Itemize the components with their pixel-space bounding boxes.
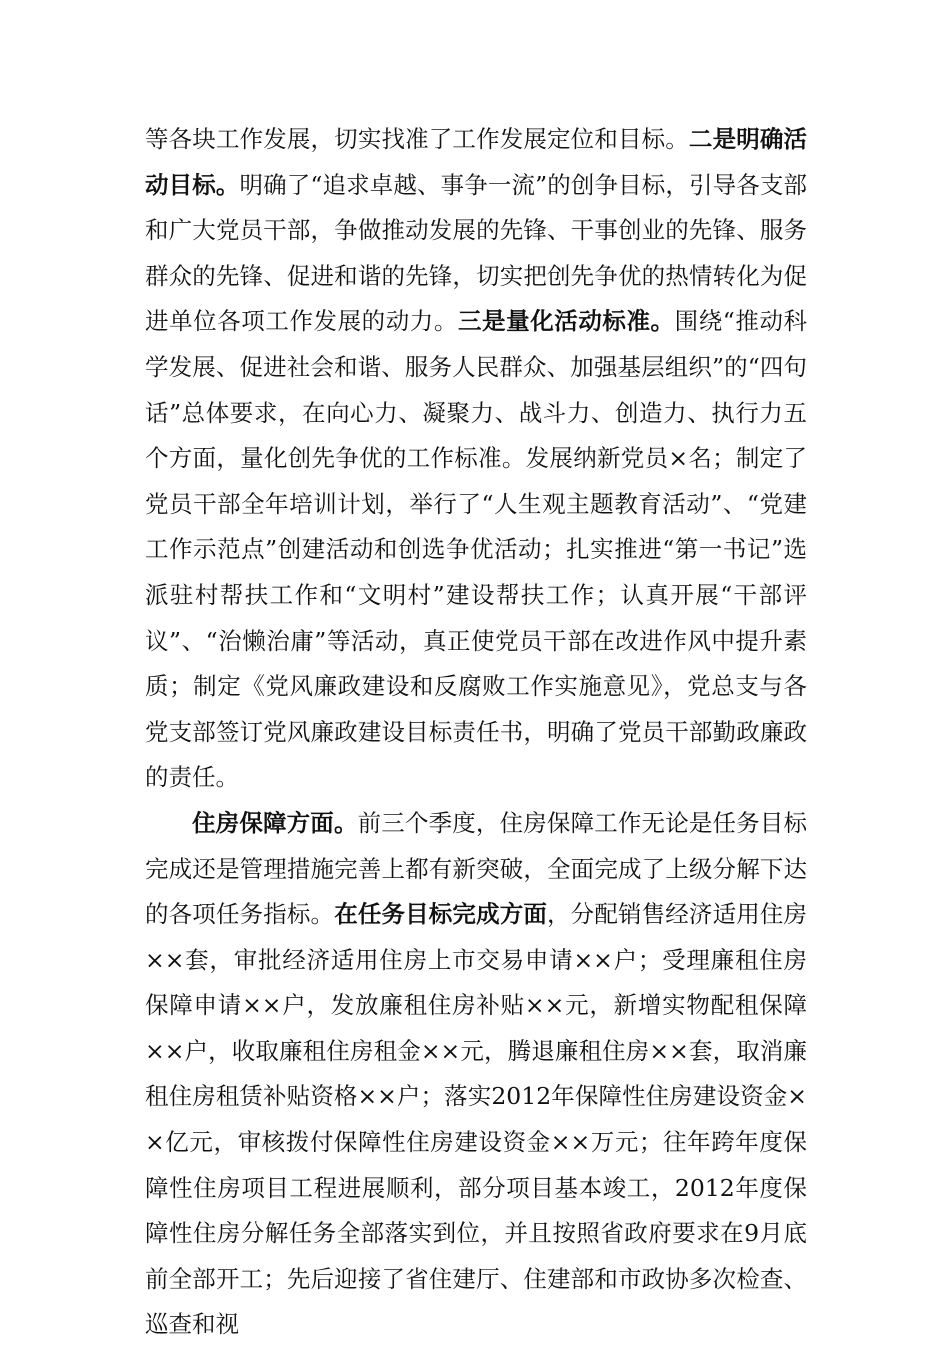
text-run: 围绕“推动科学发展、促进社会和谐、服务人民群众、加强基层组织”的“四句话”总体要求，在向心力、凝聚力、战斗力、创造力、执行力五个方面，量化创先争优的工作标准。发展纳新党员×名；制定了党员干部全年培训计划，举行了“人生观主题教育活动”、“党建工作示范点”创建活动和创选争优活动；扎实推进“第一书记”选派驻村帮扶工作和“文明村”建设帮扶工作；认真开展“干部评议”、“治懒治庸”等活动，真正使党员干部在改进作风中提升素质；制定《党风廉政建设和反腐败工作实施意见》，党总支与各党支部签订党风廉政建设目标责任书，明确了党员干部勤政廉政的责任。 bbox=[145, 307, 808, 792]
text-run: 等各块工作发展，切实找准了工作发展定位和目标。 bbox=[145, 125, 689, 153]
text-run: ，分配销售经济适用住房××套，审批经济适用住房上市交易申请××户；受理廉租住房保障申请××户，发放廉租住房补贴××元，新增实物配租保障××户，收取廉租住房租金××元，腾退廉租住房××套，取消廉租住房租赁补贴资格××户；落实2012年保障性住房建设资金××亿元，审核拨付保障性住房建设资金××万元；往年跨年度保障性住房项目工程进展顺利，部分项目基本竣工，2012年度保障性住房分解任务全部落实到位，并且按照省政府要求在9月底前全部开工；先后迎接了省住建厅、住建部和市政协多次检查、巡查和视 bbox=[145, 900, 808, 1339]
text-run: 前三个季度，住房保障工作无论是任务目标完成还是管理措施完善上都有新突破，全面完成了上级分解下达的各项任务指标。 bbox=[145, 808, 808, 929]
text-run: 明确了“追求卓越、事争一流”的创争目标，引导各支部和广大党员干部，争做推动发展的先锋、干事创业的先锋、服务群众的先锋、促进和谐的先锋，切实把创先争优的热情转化为促进单位各项工作发展的动力。 bbox=[145, 170, 808, 336]
document-body bbox=[145, 117, 807, 1348]
paragraph-party-building bbox=[145, 117, 807, 801]
paragraph-housing-security bbox=[145, 801, 807, 1348]
bold-heading-quantify-standards: 三是量化活动标准。 bbox=[457, 307, 675, 336]
bold-heading-clear-goals: 二是明确活动目标。 bbox=[145, 125, 808, 199]
bold-heading-task-completion: 在任务目标完成方面 bbox=[334, 900, 548, 929]
bold-heading-housing-security: 住房保障方面。 bbox=[192, 808, 358, 837]
